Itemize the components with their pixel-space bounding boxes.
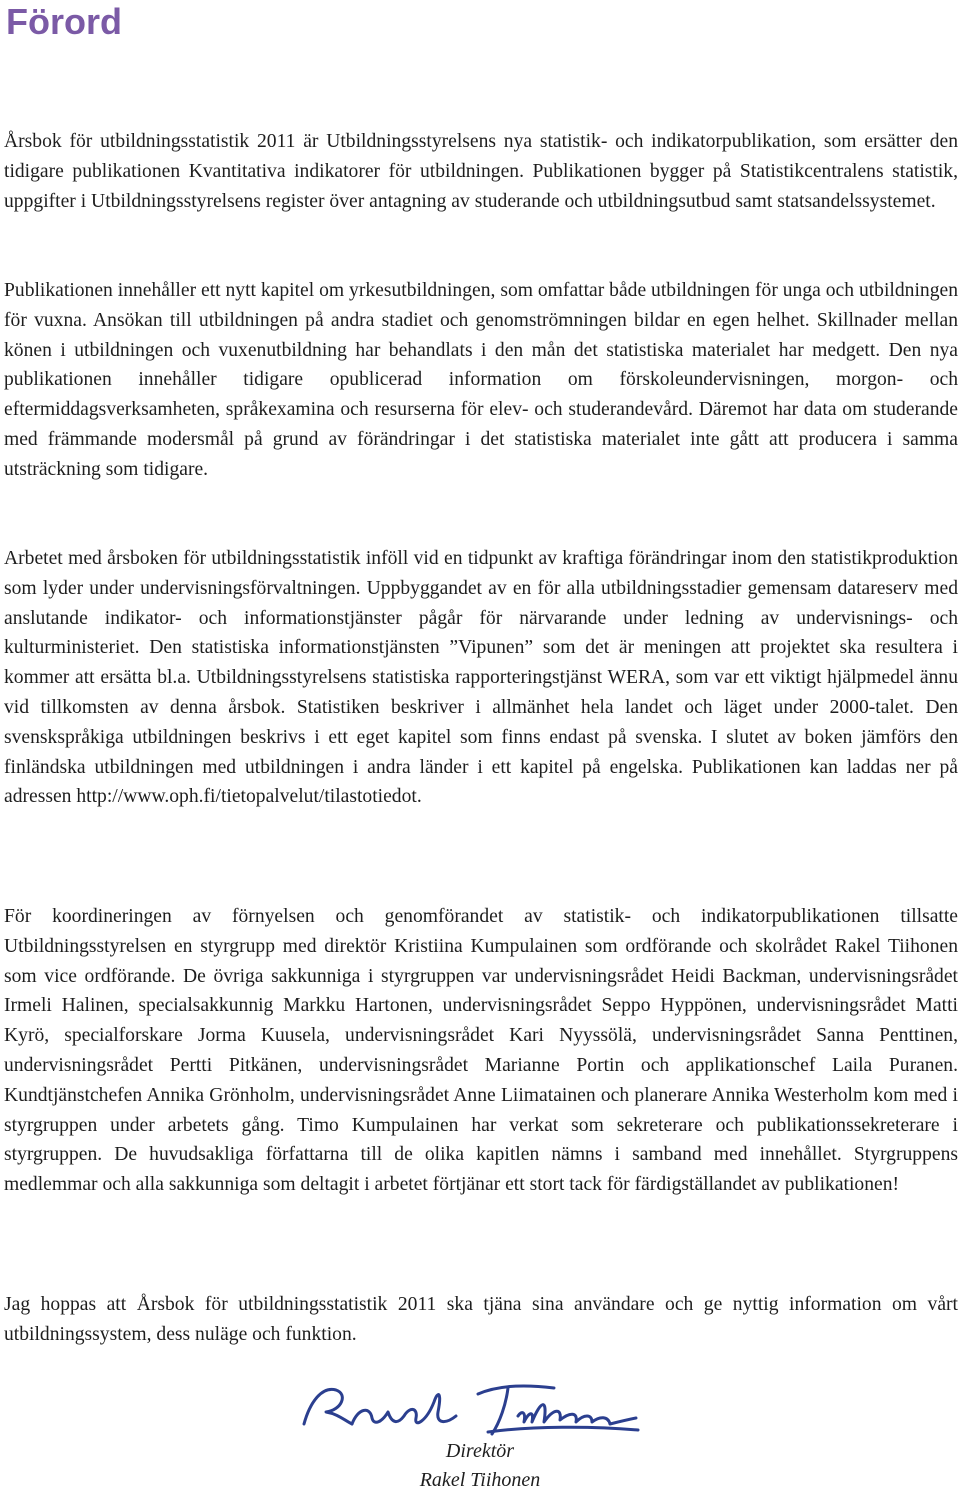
- handwritten-signature: [292, 1372, 652, 1440]
- paragraph-background: Arbetet med årsboken för utbildningsstatistik inföll vid en tidpunkt av kraftiga förändringar inom den statistikproduktion som lyder under undervisningsförvaltningen. Uppbyggandet av en för alla utbildningsstadier gemensam datareserv med anslutande indikator- och informationstjänster pågår för närvarande under ledning av undervisnings- och kulturministeriet. Den statistiska informationstjänsten ”Vipunen” som det är meningen att projektet ska resultera i kommer att ersätta bl.a. Utbildningsstyrelsens statistiska rapporteringstjänst WERA, som var ett viktigt hjälpmedel ännu vid tillkomsten av denna årsbok. Statistiken beskriver i allmänhet hela landet och läget under 2000-talet. Den svenskspråkiga utbildningen beskrivs i ett eget kapitel som finns endast på svenska. I slutet av boken jämförs den finländska utbildningen med utbildningen i andra länder i ett kapitel på engelska. Publikationen kan laddas ner på adressen http://www.oph.fi/tietopalvelut/tilastotiedot.: [4, 548, 958, 808]
- paragraph-content: Publikationen innehåller ett nytt kapitel om yrkesutbildningen, som omfattar både utbildningen för unga och utbildningen för vuxna. Ansökan till utbildningen på andra stadiet och genomströmningen bildar en egen helhet. Skillnader mellan könen i utbildningen och vuxenutbildning har behandlats i den mån det statistiska materialet har medgett. Den nya publikationen innehåller tidigare opublicerad information om förskoleundervisningen, morgon- och eftermiddagsverksamheten, språkexamina och resurserna för elev- och studerandevård. Däremot har data om studerande med främmande modersmål på grund av förändringar i det statistiska materialet inte gått att producera i samma utsträckning som tidigare.: [4, 280, 958, 480]
- paragraph-closing: Jag hoppas att Årsbok för utbildningsstatistik 2011 ska tjäna sina användare och ge nyttig information om vårt utbildningssystem, dess nuläge och funktion.: [4, 1294, 958, 1345]
- page-title: Förord: [6, 1, 122, 42]
- paragraph-intro: Årsbok för utbildningsstatistik 2011 är Utbildningsstyrelsens nya statistik- och indikatorpublikation, som ersätter den tidigare publikationen Kvantitativa indikatorer för utbildningen. Publikationen bygger på Statistikcentralens statistik, uppgifter i Utbildningsstyrelsens register över antagning av studerande och utbildningsutbud samt statsandelssystemet.: [4, 131, 958, 212]
- signature-name: Rakel Tiihonen: [419, 1469, 541, 1491]
- paragraph-steering-group: För koordineringen av förnyelsen och genomförandet av statistik- och indikatorpublikationen tillsatte Utbildningsstyrelsen en styrgrupp med direktör Kristiina Kumpulainen som ordförande och skolrådet Rakel Tiihonen som vice ordförande. De övriga sakkunniga i styrgruppen var undervisningsrådet Heidi Backman, undervisningsrådet Irmeli Halinen, specialsakkunnig Markku Hartonen, undervisningsrådet Seppo Hyppönen, undervisningsrådet Matti Kyrö, specialforskare Jorma Kuusela, undervisningsrådet Kari Nyyssölä, undervisningsrådet Sanna Penttinen, undervisningsrådet Pertti Pitkänen, undervisningsrådet Marianne Portin och applikationschef Laila Puranen. Kundtjänstchefen Annika Grönholm, undervisningsrådet Anne Liimatainen och planerare Annika Westerholm kom med i styrgruppen under arbetets gång. Timo Kumpulainen har verkat som sekreterare och publikationssekreterare i styrgruppen. De huvudsakliga författarna till de olika kapitlen nämns i samband med innehållet. Styrgruppens medlemmar och alla sakkunniga som deltagit i arbetet förtjänar ett stort tack för färdigställandet av publikationen!: [4, 906, 958, 1196]
- signature-title: Direktör: [445, 1440, 515, 1462]
